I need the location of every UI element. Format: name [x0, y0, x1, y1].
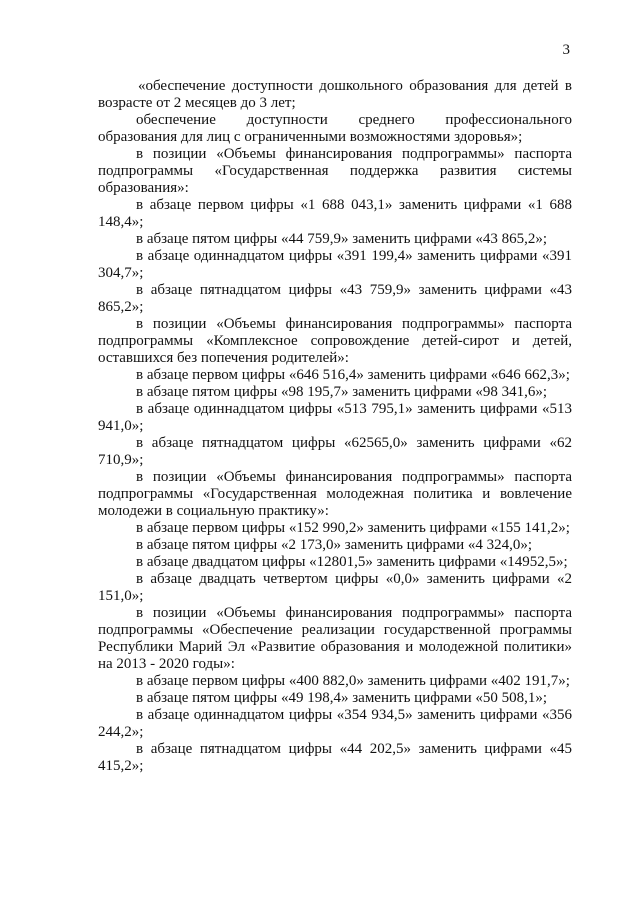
paragraph: «обеспечение доступности дошкольного образования для детей в возрасте от 2 месяцев до 3 лет; [98, 78, 572, 111]
paragraph: в позиции «Объемы финансирования подпрограммы» паспорта подпрограммы «Обеспечение реализации государственной программы Республики Марий Эл «Развитие образования и молодежной политики» на 2013 - 2020 годы»: [98, 605, 572, 672]
paragraph: в абзаце пятом цифры «98 195,7» заменить цифрами «98 341,6»; [136, 384, 548, 400]
paragraph: в абзаце пятнадцатом цифры «44 202,5» заменить цифрами «45 415,2»; [98, 741, 572, 774]
paragraph: в абзаце пятнадцатом цифры «62565,0» заменить цифрами «62 710,9»; [98, 435, 572, 468]
paragraph: в абзаце пятом цифры «2 173,0» заменить цифрами «4 324,0»; [136, 537, 533, 553]
paragraph: в позиции «Объемы финансирования подпрограммы» паспорта подпрограммы «Государственная молодежная политика и вовлечение молодежи в социальную практику»: [98, 469, 572, 519]
paragraph: в абзаце пятом цифры «49 198,4» заменить цифрами «50 508,1»; [136, 690, 548, 706]
page-number: 3 [562, 42, 570, 58]
paragraph: в абзаце первом цифры «152 990,2» заменить цифрами «155 141,2»; [136, 520, 570, 536]
paragraph: в абзаце одиннадцатом цифры «513 795,1» заменить цифрами «513 941,0»; [98, 401, 572, 434]
paragraph: в абзаце одиннадцатом цифры «391 199,4» заменить цифрами «391 304,7»; [98, 248, 572, 281]
paragraph: в абзаце двадцатом цифры «12801,5» заменить цифрами «14952,5»; [136, 554, 568, 570]
paragraph: в абзаце пятом цифры «44 759,9» заменить цифрами «43 865,2»; [136, 231, 548, 247]
paragraph: в абзаце пятнадцатом цифры «43 759,9» заменить цифрами «43 865,2»; [98, 282, 572, 315]
paragraph: в абзаце двадцать четвертом цифры «0,0» заменить цифрами «2 151,0»; [98, 571, 572, 604]
paragraph: в абзаце первом цифры «646 516,4» заменить цифрами «646 662,3»; [136, 367, 570, 383]
paragraph: в абзаце первом цифры «1 688 043,1» заменить цифрами «1 688 148,4»; [98, 197, 572, 230]
document-body [98, 78, 572, 775]
paragraph: обеспечение доступности среднего профессионального образования для лиц с ограниченными возможностями здоровья»; [98, 112, 572, 145]
paragraph: в абзаце одиннадцатом цифры «354 934,5» заменить цифрами «356 244,2»; [98, 707, 572, 740]
paragraph: в позиции «Объемы финансирования подпрограммы» паспорта подпрограммы «Государственная поддержка развития системы образования»: [98, 146, 572, 196]
paragraph: в абзаце первом цифры «400 882,0» заменить цифрами «402 191,7»; [136, 673, 570, 689]
paragraph: в позиции «Объемы финансирования подпрограммы» паспорта подпрограммы «Комплексное сопровождение детей-сирот и детей, оставшихся без попечения родителей»: [98, 316, 572, 366]
